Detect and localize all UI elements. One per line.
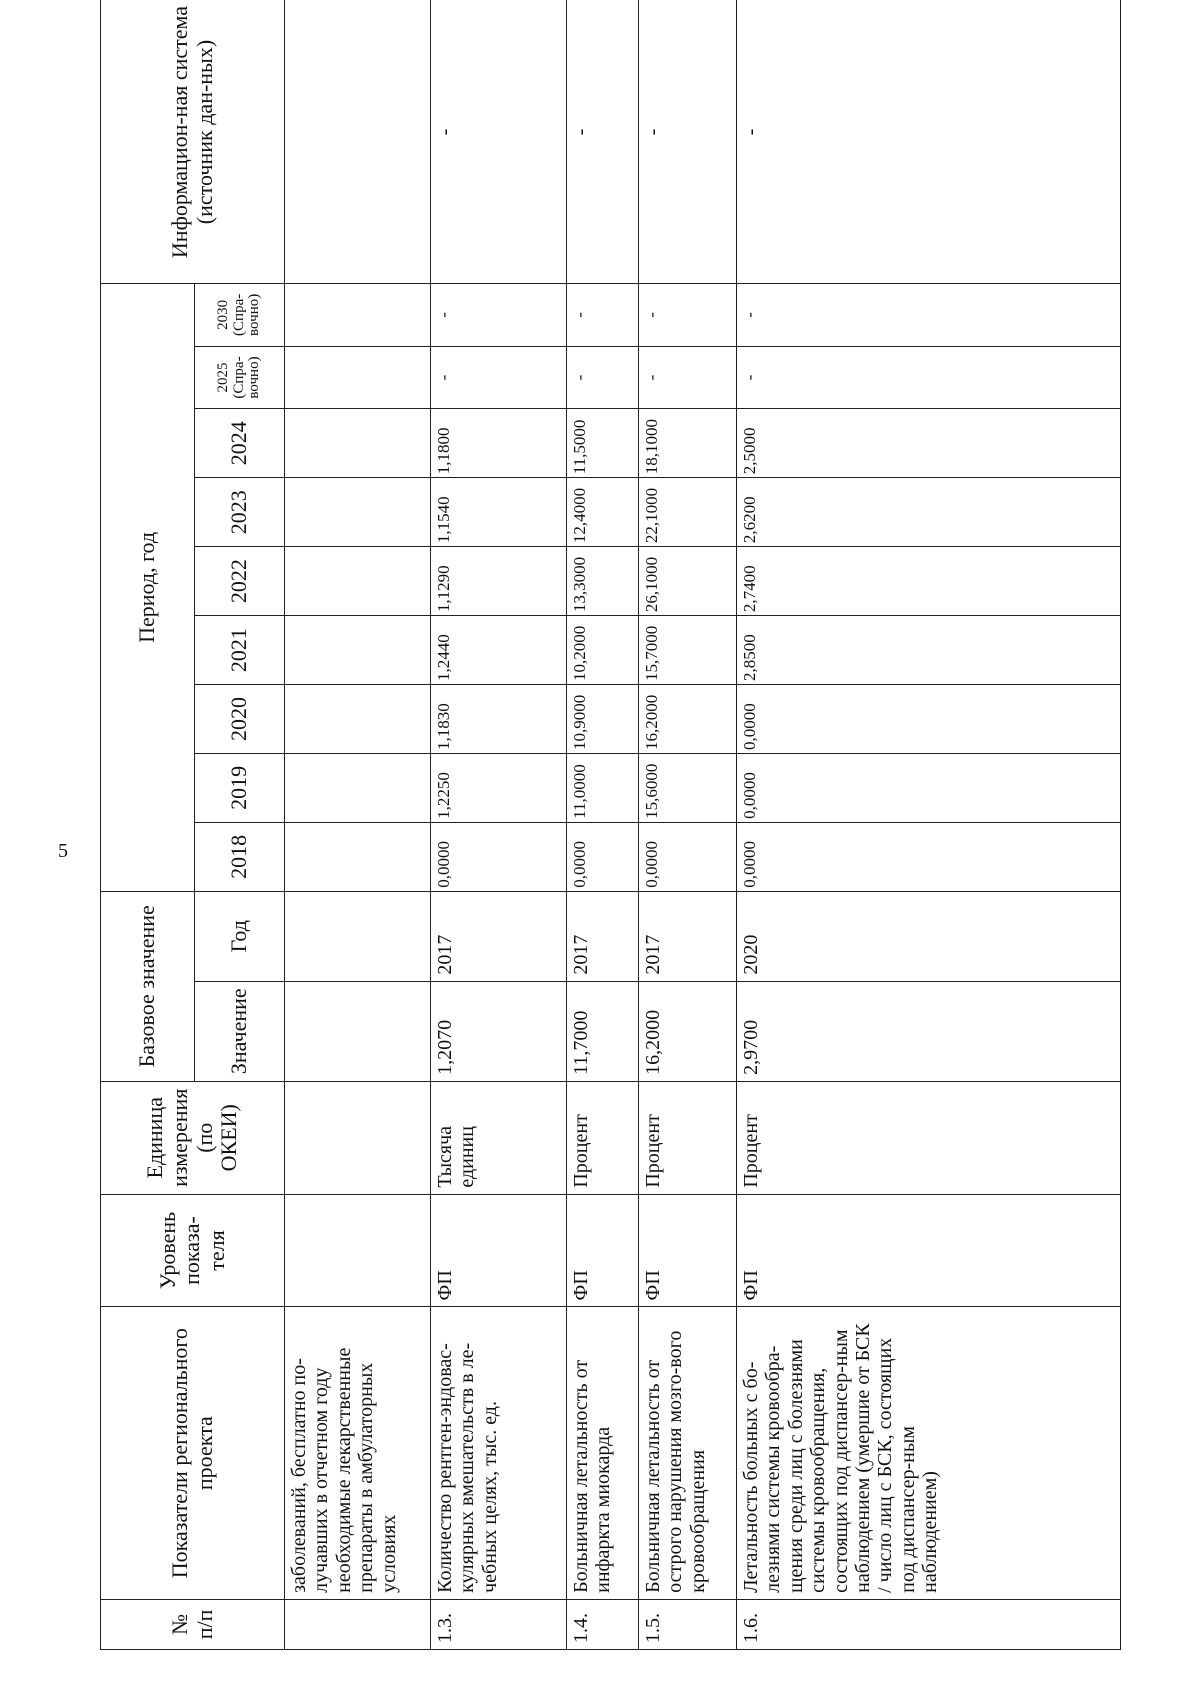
header-num: № п/п xyxy=(101,1599,285,1649)
indicators-table xyxy=(100,0,1121,1650)
row-base-year: 2020 xyxy=(737,891,1121,981)
row-year-value: 12,4000 xyxy=(567,478,639,547)
row-source: - xyxy=(431,0,567,284)
row-year-value: 26,1000 xyxy=(639,547,737,616)
table-row xyxy=(431,0,567,1650)
row-year-value: 11,5000 xyxy=(567,409,639,478)
row-ref-value: - xyxy=(639,284,737,347)
row-source: - xyxy=(639,0,737,284)
row-year-value: 0,0000 xyxy=(737,822,1121,891)
row-year-value: 1,2250 xyxy=(431,753,567,822)
table-row xyxy=(737,0,1121,1650)
row-year-value: 1,1800 xyxy=(431,409,567,478)
header-year: 2021 xyxy=(195,616,285,685)
row-num xyxy=(285,1599,431,1649)
header-unit: Единица измерения (по ОКЕИ) xyxy=(101,1081,285,1194)
row-year-value: 2,5000 xyxy=(737,409,1121,478)
row-num: 1.3. xyxy=(431,1599,567,1649)
row-indicator-name: Больничная летальность от инфаркта миокарда xyxy=(567,1307,639,1599)
row-unit: Процент xyxy=(639,1081,737,1194)
row-year-value: 15,6000 xyxy=(639,753,737,822)
row-year-value xyxy=(285,822,431,891)
page-number: 5 xyxy=(58,840,68,862)
header-year: 2024 xyxy=(195,409,285,478)
table-row xyxy=(639,0,737,1650)
header-year: 2023 xyxy=(195,478,285,547)
header-base-year: Год xyxy=(195,891,285,981)
row-base-value xyxy=(285,981,431,1081)
row-year-value: 16,2000 xyxy=(639,685,737,754)
row-source: - xyxy=(737,0,1121,284)
row-ref-value: - xyxy=(567,346,639,409)
row-year-value: 1,1290 xyxy=(431,547,567,616)
table-header xyxy=(101,0,285,1650)
row-ref-value: - xyxy=(639,346,737,409)
row-level xyxy=(285,1194,431,1307)
header-base-group: Базовое значение xyxy=(101,891,195,1081)
row-ref-value xyxy=(285,346,431,409)
header-ref-year: 2030 (Спра-вочно) xyxy=(195,284,285,347)
row-year-value: 13,3000 xyxy=(567,547,639,616)
header-source: Информацион-ная система (источник дан-ных) xyxy=(101,0,285,284)
row-ref-value: - xyxy=(737,346,1121,409)
row-ref-value: - xyxy=(431,284,567,347)
row-base-value: 11,7000 xyxy=(567,981,639,1081)
row-year-value: 2,8500 xyxy=(737,616,1121,685)
row-year-value xyxy=(285,753,431,822)
table-body xyxy=(285,0,1121,1650)
row-year-value: 0,0000 xyxy=(639,822,737,891)
row-year-value: 11,0000 xyxy=(567,753,639,822)
rotated-table-container xyxy=(100,0,1120,1650)
row-year-value: 18,1000 xyxy=(639,409,737,478)
row-year-value: 22,1000 xyxy=(639,478,737,547)
row-year-value: 1,1830 xyxy=(431,685,567,754)
row-unit: Процент xyxy=(567,1081,639,1194)
row-year-value xyxy=(285,685,431,754)
header-year: 2018 xyxy=(195,822,285,891)
row-num: 1.4. xyxy=(567,1599,639,1649)
row-unit: Тысяча единиц xyxy=(431,1081,567,1194)
row-base-year: 2017 xyxy=(431,891,567,981)
row-unit: Процент xyxy=(737,1081,1121,1194)
row-level: ФП xyxy=(639,1194,737,1307)
row-year-value: 2,7400 xyxy=(737,547,1121,616)
row-ref-value: - xyxy=(431,346,567,409)
row-base-year xyxy=(285,891,431,981)
row-year-value: 0,0000 xyxy=(737,753,1121,822)
row-year-value xyxy=(285,547,431,616)
table-row xyxy=(285,0,431,1650)
row-indicator-name: Летальность больных с бо-лезнями системы кровообра-щения среди лиц с болезнями системы кровообращения, состоящих под диспансер-ным наблюдением (умершие от БСК / число лиц с БСК, состоящих под диспансер-ным наблюдением) xyxy=(737,1307,1121,1599)
row-ref-value: - xyxy=(737,284,1121,347)
header-year: 2022 xyxy=(195,547,285,616)
header-level: Уровень показа-теля xyxy=(101,1194,285,1307)
row-year-value: 10,2000 xyxy=(567,616,639,685)
row-indicator-name: Больничная летальность от острого нарушения мозго-вого кровообращения xyxy=(639,1307,737,1599)
row-ref-value xyxy=(285,284,431,347)
header-indicator: Показатели регионального проекта xyxy=(101,1307,285,1599)
row-level: ФП xyxy=(737,1194,1121,1307)
row-base-year: 2017 xyxy=(567,891,639,981)
row-num: 1.5. xyxy=(639,1599,737,1649)
row-year-value: 10,9000 xyxy=(567,685,639,754)
row-num: 1.6. xyxy=(737,1599,1121,1649)
row-indicator-name: заболеваний, бесплатно по-лучавших в отчетном году необходимые лекарственные препараты в амбулаторных условиях xyxy=(285,1307,431,1599)
row-year-value xyxy=(285,616,431,685)
row-level: ФП xyxy=(431,1194,567,1307)
row-indicator-name: Количество рентген-эндоваc-кулярных вмешательств в ле-чебных целях, тыс. ед. xyxy=(431,1307,567,1599)
header-base-value: Значение xyxy=(195,981,285,1081)
header-year: 2020 xyxy=(195,685,285,754)
row-source: - xyxy=(567,0,639,284)
row-base-value: 2,9700 xyxy=(737,981,1121,1081)
row-base-value: 1,2070 xyxy=(431,981,567,1081)
row-year-value: 1,1540 xyxy=(431,478,567,547)
row-year-value xyxy=(285,409,431,478)
row-ref-value: - xyxy=(567,284,639,347)
row-year-value: 1,2440 xyxy=(431,616,567,685)
row-level: ФП xyxy=(567,1194,639,1307)
header-period-group: Период, год xyxy=(101,284,195,892)
row-year-value: 0,0000 xyxy=(737,685,1121,754)
row-base-year: 2017 xyxy=(639,891,737,981)
row-year-value xyxy=(285,478,431,547)
table-row xyxy=(567,0,639,1650)
row-year-value: 0,0000 xyxy=(431,822,567,891)
row-year-value: 2,6200 xyxy=(737,478,1121,547)
row-year-value: 15,7000 xyxy=(639,616,737,685)
header-ref-year: 2025 (Спра-вочно) xyxy=(195,346,285,409)
row-base-value: 16,2000 xyxy=(639,981,737,1081)
row-unit xyxy=(285,1081,431,1194)
row-source xyxy=(285,0,431,284)
header-year: 2019 xyxy=(195,753,285,822)
row-year-value: 0,0000 xyxy=(567,822,639,891)
